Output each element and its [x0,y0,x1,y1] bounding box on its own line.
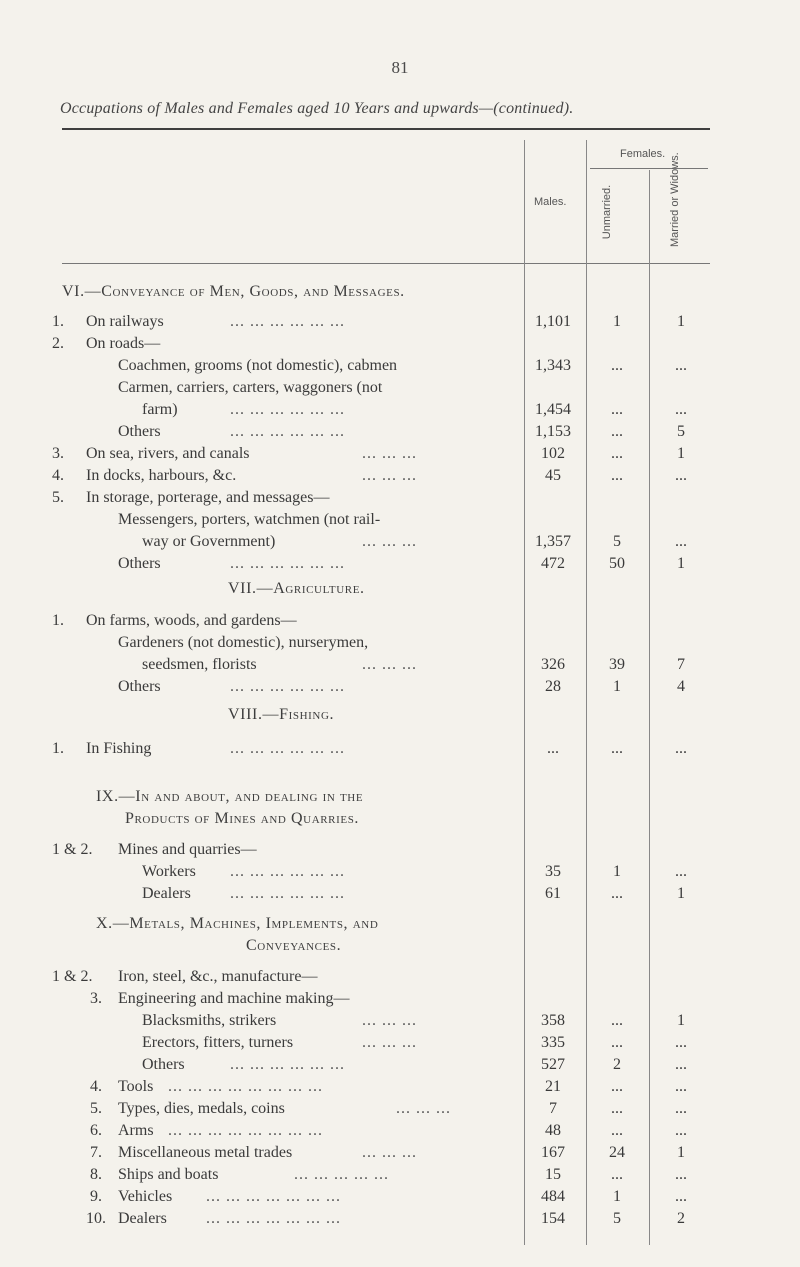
leader-dots: ... ... ... ... ... [294,1166,389,1183]
table-row [0,1166,800,1190]
row-label: Ships and boats [118,1166,219,1183]
cell-married: ... [675,1100,687,1117]
cell-unmarried: 1 [613,863,621,880]
cell-married: 1 [677,313,685,330]
top-rule [62,128,710,130]
table-row [0,678,800,702]
cell-married: ... [675,357,687,374]
header-married-or-widows [669,152,681,247]
table-row [0,990,800,1014]
cell-married: ... [675,467,687,484]
table-row [0,313,800,337]
cell-males: 1,153 [535,423,571,440]
cell-unmarried: 1 [613,678,621,695]
cell-unmarried: ... [611,885,623,902]
row-number: 1. [52,313,64,330]
table-row [0,612,800,636]
table-row [0,863,800,887]
table-row [0,445,800,469]
row-label: seedsmen, florists [142,656,257,673]
section-heading-vi: VI.—Conveyance of Men, Goods, and Messages. [62,283,405,300]
cell-males: 154 [541,1210,565,1227]
cell-married: 1 [677,1012,685,1029]
row-label: Miscellaneous metal trades [118,1144,293,1161]
cell-married: ... [675,1188,687,1205]
row-label: Others [118,423,161,440]
table-row [0,841,800,865]
cell-males: 472 [541,555,565,572]
cell-males: 102 [541,445,565,462]
row-label: In docks, harbours, &c. [86,467,237,484]
leader-dots: ... ... ... ... ... ... [230,423,345,440]
cell-unmarried: 50 [609,555,625,572]
row-number: 3. [90,990,102,1007]
cell-unmarried: ... [611,445,623,462]
leader-dots: ... ... ... ... ... ... ... [206,1188,341,1205]
leader-dots: ... ... ... [362,1144,417,1161]
females-rule [590,168,708,169]
row-number: 6. [90,1122,102,1139]
row-label: Mines and quarries— [118,841,257,858]
cell-unmarried: ... [611,1122,623,1139]
cell-married: 1 [677,1144,685,1161]
cell-unmarried: ... [611,1078,623,1095]
row-label: Erectors, fitters, turners [142,1034,294,1051]
section-heading-x-line1: X.—Metals, Machines, Implements, and [96,915,379,932]
leader-dots: ... ... ... ... ... ... [230,885,345,902]
row-number: 1 & 2. [52,841,93,858]
row-number: 10. [86,1210,106,1227]
cell-married: ... [675,1078,687,1095]
row-label: Others [118,555,161,572]
cell-unmarried: ... [611,401,623,418]
cell-males: 21 [545,1078,561,1095]
leader-dots: ... ... ... [362,445,417,462]
cell-unmarried: 39 [609,656,625,673]
table-row [0,423,800,447]
cell-unmarried: ... [611,423,623,440]
leader-dots: ... ... ... [362,1012,417,1029]
row-label: Workers [142,863,196,880]
table-row [0,1144,800,1168]
section-heading-ix-line1: IX.—In and about, and dealing in the [96,788,364,805]
leader-dots: ... ... ... [362,656,417,673]
cell-unmarried: ... [611,1100,623,1117]
row-number: 9. [90,1188,102,1205]
table-row [0,511,800,535]
row-number: 2. [52,335,64,352]
table-row [0,335,800,359]
cell-unmarried: ... [611,1034,623,1051]
cell-unmarried: ... [611,357,623,374]
cell-married: 1 [677,555,685,572]
leader-dots: ... ... ... [362,533,417,550]
table-row [0,634,800,658]
section-heading-ix-line2: Products of Mines and Quarries. [125,810,360,827]
row-label: Iron, steel, &c., manufacture— [118,968,318,985]
row-label: Messengers, porters, watchmen (not rail- [118,511,381,528]
header-rule [62,263,710,264]
cell-males: 15 [545,1166,561,1183]
row-label: On farms, woods, and gardens— [86,612,297,629]
cell-unmarried: 24 [609,1144,625,1161]
section-heading-viii: VIII.—Fishing. [228,706,335,723]
cell-males: 326 [541,656,565,673]
cell-married: 1 [677,445,685,462]
cell-married: 1 [677,885,685,902]
cell-males: 45 [545,467,561,484]
leader-dots: ... ... ... ... ... ... [230,1056,345,1073]
row-number: 5. [52,489,64,506]
cell-males: 1,343 [535,357,571,374]
cell-married: ... [675,533,687,550]
leader-dots: ... ... ... ... ... ... [230,740,345,757]
table-row [0,1078,800,1102]
cell-married: ... [675,1034,687,1051]
table-row [0,1210,800,1234]
table-row [0,1188,800,1212]
cell-males: 527 [541,1056,565,1073]
table-row [0,885,800,909]
row-label: way or Government) [142,533,276,550]
leader-dots: ... ... ... [362,467,417,484]
row-number: 1. [52,612,64,629]
cell-unmarried: 1 [613,313,621,330]
cell-unmarried: 2 [613,1056,621,1073]
header-unmarried: Unmarried. [601,184,613,240]
cell-unmarried: 5 [613,533,621,550]
cell-married: 5 [677,423,685,440]
row-number: 3. [52,445,64,462]
row-label: Tools [118,1078,154,1095]
row-label: farm) [142,401,178,418]
table-row [0,555,800,579]
table-title: Occupations of Males and Females aged 10 Years and upwards—(continued). [60,100,574,117]
header-males: Males. [534,196,567,208]
cell-married: ... [675,1122,687,1139]
table-row [0,1122,800,1146]
leader-dots: ... ... ... ... ... ... ... ... [168,1078,323,1095]
cell-males: 484 [541,1188,565,1205]
leader-dots: ... ... ... [362,1034,417,1051]
row-label: Vehicles [118,1188,173,1205]
cell-males: 48 [545,1122,561,1139]
cell-males: ... [547,740,559,757]
row-label: Others [118,678,161,695]
section-heading-vii: VII.—Agriculture. [228,580,365,597]
table-row [0,533,800,557]
cell-married: ... [675,1056,687,1073]
cell-males: 7 [549,1100,557,1117]
row-label: Dealers [118,1210,167,1227]
cell-married: ... [675,401,687,418]
table-row [0,489,800,513]
married-or-widows-text: Married or Widows. [669,152,681,247]
cell-males: 1,101 [535,313,571,330]
row-number: 1 & 2. [52,968,93,985]
cell-unmarried: 1 [613,1188,621,1205]
cell-males: 35 [545,863,561,880]
row-label: On sea, rivers, and canals [86,445,250,462]
table-row [0,1100,800,1124]
cell-males: 1,357 [535,533,571,550]
leader-dots: ... ... ... [396,1100,451,1117]
row-label: Blacksmiths, strikers [142,1012,277,1029]
cell-males: 335 [541,1034,565,1051]
row-number: 7. [90,1144,102,1161]
leader-dots: ... ... ... ... ... ... ... [206,1210,341,1227]
page-number: 81 [391,58,409,77]
row-number: 8. [90,1166,102,1183]
leader-dots: ... ... ... ... ... ... [230,555,345,572]
row-number: 1. [52,740,64,757]
row-label: Engineering and machine making— [118,990,350,1007]
table-row [0,740,800,764]
table-row [0,968,800,992]
cell-married: 2 [677,1210,685,1227]
cell-males: 167 [541,1144,565,1161]
leader-dots: ... ... ... ... ... ... [230,401,345,418]
row-label: Dealers [142,885,191,902]
cell-married: 4 [677,678,685,695]
cell-males: 28 [545,678,561,695]
row-label: In Fishing [86,740,152,757]
cell-unmarried: ... [611,1166,623,1183]
leader-dots: ... ... ... ... ... ... [230,863,345,880]
cell-married: 7 [677,656,685,673]
cell-unmarried: ... [611,1012,623,1029]
leader-dots: ... ... ... ... ... ... [230,678,345,695]
cell-married: ... [675,1166,687,1183]
table-row [0,656,800,680]
leader-dots: ... ... ... ... ... ... [230,313,345,330]
table-row [0,467,800,491]
row-number: 4. [90,1078,102,1095]
row-label: Gardeners (not domestic), nurserymen, [118,634,369,651]
table-row [0,401,800,425]
cell-males: 358 [541,1012,565,1029]
row-label: Coachmen, grooms (not domestic), cabmen [118,357,398,374]
row-label: On railways [86,313,164,330]
row-number: 4. [52,467,64,484]
cell-unmarried: ... [611,740,623,757]
table-row [0,1012,800,1036]
row-number: 5. [90,1100,102,1117]
row-label: Carmen, carriers, carters, waggoners (not [118,379,383,396]
cell-males: 61 [545,885,561,902]
row-label: In storage, porterage, and messages— [86,489,330,506]
row-label: Types, dies, medals, coins [118,1100,285,1117]
table-row [0,1034,800,1058]
cell-males: 1,454 [535,401,571,418]
cell-married: ... [675,863,687,880]
table-row [0,379,800,403]
cell-married: ... [675,740,687,757]
leader-dots: ... ... ... ... ... ... ... ... [168,1122,323,1139]
table-row [0,357,800,381]
row-label: Others [142,1056,185,1073]
header-females: Females. [620,148,666,160]
cell-unmarried: ... [611,467,623,484]
section-heading-x-line2: Conveyances. [246,937,342,954]
row-label: On roads— [86,335,161,352]
cell-unmarried: 5 [613,1210,621,1227]
row-label: Arms [118,1122,154,1139]
table-row [0,1056,800,1080]
